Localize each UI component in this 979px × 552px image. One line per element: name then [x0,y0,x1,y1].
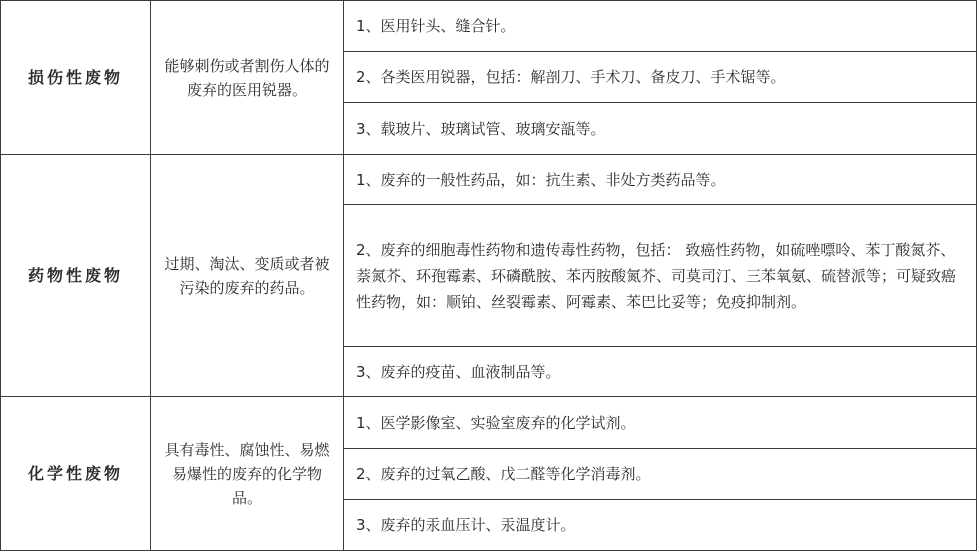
description-cell: 过期、淘汰、变质或者被污染的废弃的药品。 [151,155,344,397]
category-cell: 损伤性废物 [1,1,151,155]
table-row [1,397,977,449]
table-row [1,155,977,205]
category-cell: 化学性废物 [1,397,151,551]
description-cell: 能够刺伤或者割伤人体的废弃的医用锐器。 [151,1,344,155]
item-cell: 1、医学影像室、实验室废弃的化学试剂。 [344,397,977,449]
item-cell: 3、废弃的汞血压计、汞温度计。 [344,500,977,551]
item-cell: 3、废弃的疫苗、血液制品等。 [344,347,977,397]
description-cell: 具有毒性、腐蚀性、易燃易爆性的废弃的化学物品。 [151,397,344,551]
item-cell: 1、废弃的一般性药品，如：抗生素、非处方类药品等。 [344,155,977,205]
item-cell: 3、载玻片、玻璃试管、玻璃安瓿等。 [344,103,977,155]
item-cell: 2、废弃的过氧乙酸、戊二醛等化学消毒剂。 [344,449,977,500]
item-cell: 2、废弃的细胞毒性药物和遗传毒性药物，包括： 致癌性药物，如硫唑嘌呤、苯丁酸氮芥、萘氮芥、环孢霉素、环磷酰胺、苯丙胺酸氮芥、司莫司汀、三苯氧氨、硫替派等；可疑致癌性药物，如：顺铂、丝裂霉素、阿霉素、苯巴比妥等；免疫抑制剂。 [344,205,977,347]
category-cell: 药物性废物 [1,155,151,397]
item-cell: 1、医用针头、缝合针。 [344,1,977,52]
item-cell: 2、各类医用锐器，包括：解剖刀、手术刀、备皮刀、手术锯等。 [344,52,977,103]
table-row [1,1,977,52]
